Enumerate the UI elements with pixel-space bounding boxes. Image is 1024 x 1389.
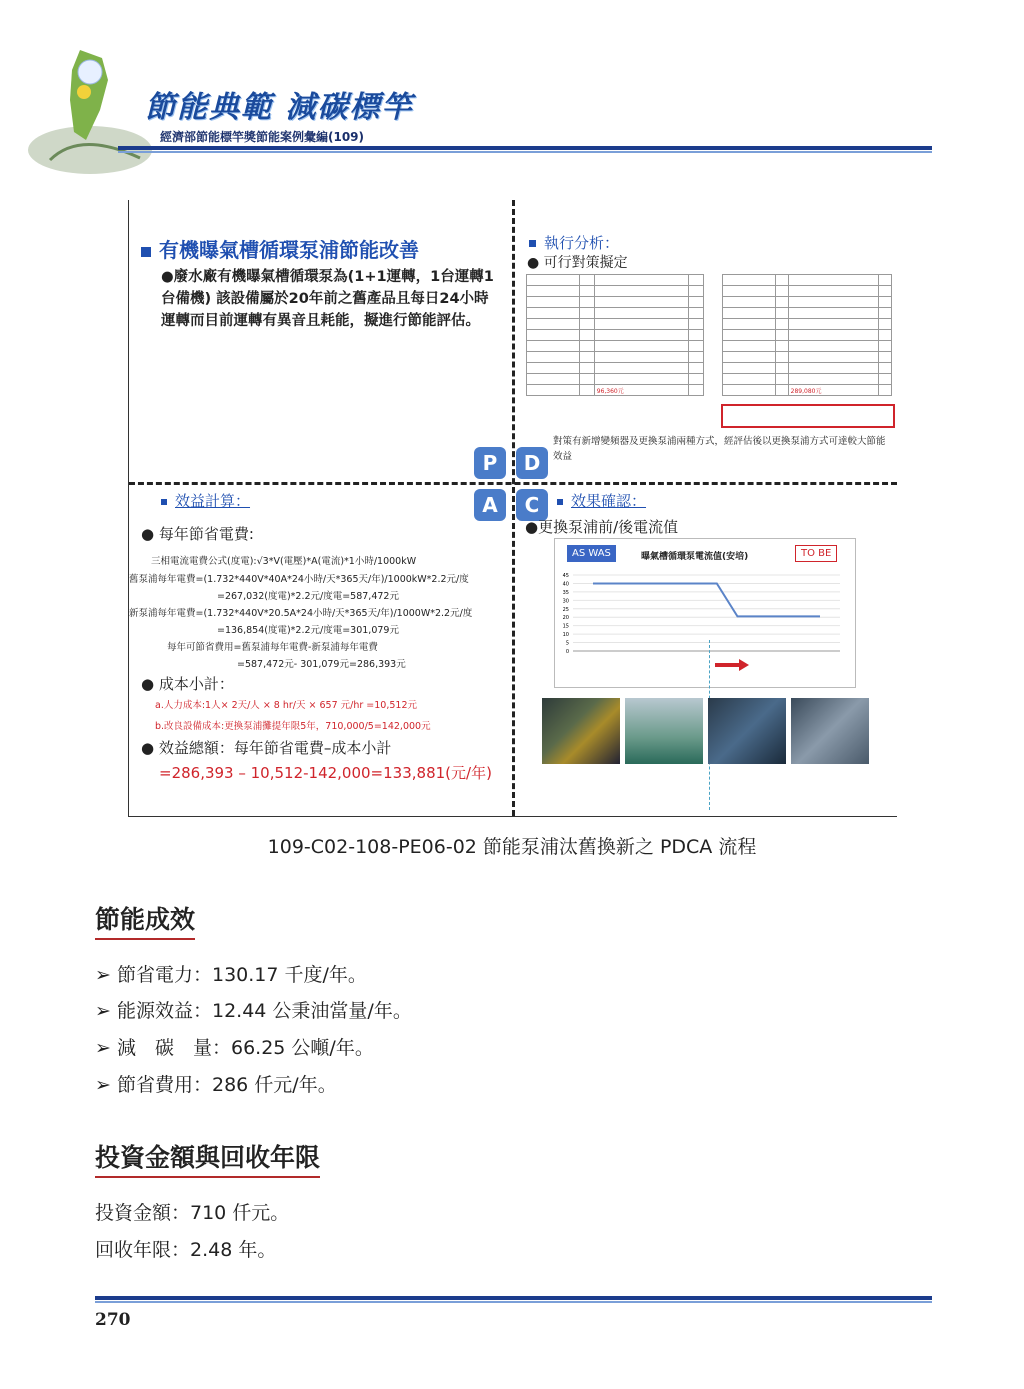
square-bullet-icon [557,499,563,505]
check-title: 效果確認： [557,490,646,511]
act-total-value: =286,393 – 10,512-142,000=133,881(元/年) [159,764,492,782]
change-arrow-icon [715,659,749,671]
figure-caption: 109-C02-108-PE06-02 節能泵浦汰舊換新之 PDCA 流程 [267,836,757,858]
option-table-right [722,274,892,396]
list-item: ➢ 減 碳 量：66.25 公噸/年。 [95,1037,374,1059]
pdca-figure [128,200,897,817]
pdca-p-badge: P [474,447,506,479]
payback-period: 回收年限：2.48 年。 [95,1239,277,1261]
act-title: 效益計算： [161,490,250,511]
photo-pump-new [791,698,869,764]
calc-line-4: 新泵浦每年電費=(1.732*440V*20.5A*24小時/天*365天/年)/1000W*2.2元/度 [129,608,473,619]
act-heading-cost: ● 成本小計： [141,675,234,693]
calc-line-5: =136,854(度電)*2.2元/度電=301,079元 [217,625,399,636]
figure-vertical-divider [512,200,515,816]
figure-horizontal-divider [129,482,897,485]
y-tick-label: 30 [562,598,569,605]
arrow-bullet-icon: ➢ [95,1037,111,1059]
footer-divider [95,1296,932,1300]
footer-divider-thin [95,1301,932,1303]
brand-title: 節能典範 減碳標竿 [145,90,414,125]
y-tick-label: 45 [562,573,569,579]
y-tick-label: 15 [562,623,569,630]
section-investment-title: 投資金額與回收年限 [95,1138,320,1178]
check-subtitle: ●更換泵浦前/後電流值 [525,518,679,536]
y-tick-label: 10 [562,632,569,639]
list-item: ➢ 節省費用：286 仟元/年。 [95,1074,337,1096]
arrow-bullet-icon: ➢ [95,1074,111,1096]
cost-line-b: b.改良設備成本:更換泵浦攤提年限5年，710,000/5=142,000元 [155,721,431,732]
square-bullet-icon [141,247,151,257]
arrow-bullet-icon: ➢ [95,964,111,986]
header-divider [118,146,932,150]
act-heading-savings: ● 每年節省電費: [141,525,254,543]
photo-pump-inside [708,698,786,764]
as-was-label: AS WAS [567,545,616,562]
list-item: ➢ 能源效益：12.44 公秉油當量/年。 [95,1000,412,1022]
header-divider-thin [118,151,932,153]
calc-line-2: 舊泵浦每年電費=(1.732*440V*40A*24小時/天*365天/年)/1000kW*2.2元/度 [129,574,469,585]
square-bullet-icon [161,499,167,505]
current-line-chart [555,539,855,687]
section-energy-results-title: 節能成效 [95,900,195,940]
do-note: 對策有新增變頻器及更換泵浦兩種方式，經評估後以更換泵浦方式可達較大節能效益 [553,436,886,462]
plan-text: ●廢水廠有機曝氣槽循環泵為(1+1運轉，1台運轉1台備機) 該設備屬於20年前之舊產品且每日24小時運轉而目前運轉有異音且耗能，擬進行節能評估。 [161,269,494,329]
y-tick-label: 5 [565,640,569,647]
list-item: ➢ 節省電力：130.17 千度/年。 [95,964,367,986]
y-tick-label: 40 [562,581,569,588]
investment-amount: 投資金額：710 仟元。 [95,1202,290,1224]
current-chart [554,538,856,688]
pdca-a-badge: A [474,489,506,521]
taiwan-logo-icon [20,40,160,180]
cost-line-a: a.人力成本:1人× 2天/人 × 8 hr/天 × 657 元/hr =10,512元 [155,700,418,711]
page-number: 270 [95,1310,131,1330]
left-total: 96,360元 [594,385,688,396]
do-subtitle: ● 可行對策擬定 [527,255,628,271]
arrow-bullet-icon: ➢ [95,1000,111,1022]
y-tick-label: 20 [562,615,569,622]
y-tick-label: 25 [562,606,569,613]
plan-title: 有機曝氣槽循環泵浦節能改善 [141,234,419,263]
pdca-d-badge: D [516,447,548,479]
pdca-c-badge: C [516,489,548,521]
option-table-left [526,274,704,396]
do-title: 執行分析： [529,232,619,253]
calc-line-1: 三相電流電費公式(度電):√3*V(電壓)*A(電流)*1小時/1000kW [151,556,417,567]
calc-line-6: 每年可節省費用=舊泵浦每年電費-新泵浦每年電費 [167,642,378,653]
y-tick-label: 35 [562,589,569,596]
to-be-label: TO BE [795,545,837,562]
photo-meter [542,698,620,764]
square-bullet-icon [529,240,536,247]
photo-pump-top [625,698,703,764]
calc-line-3: =267,032(度電)*2.2元/度電=587,472元 [217,591,399,602]
calc-line-7: =587,472元- 301,079元=286,393元 [237,659,406,670]
y-tick-label: 0 [565,649,569,655]
brand-subtitle: 經濟部節能標竿獎節能案例彙編(109) [160,130,365,144]
highlight-box [721,404,895,428]
chart-title: 曝氣槽循環泵電流值(安培) [641,552,749,562]
right-total: 289,080元 [788,385,879,396]
act-heading-total: ● 效益總額：每年節省電費–成本小計 [141,739,392,757]
